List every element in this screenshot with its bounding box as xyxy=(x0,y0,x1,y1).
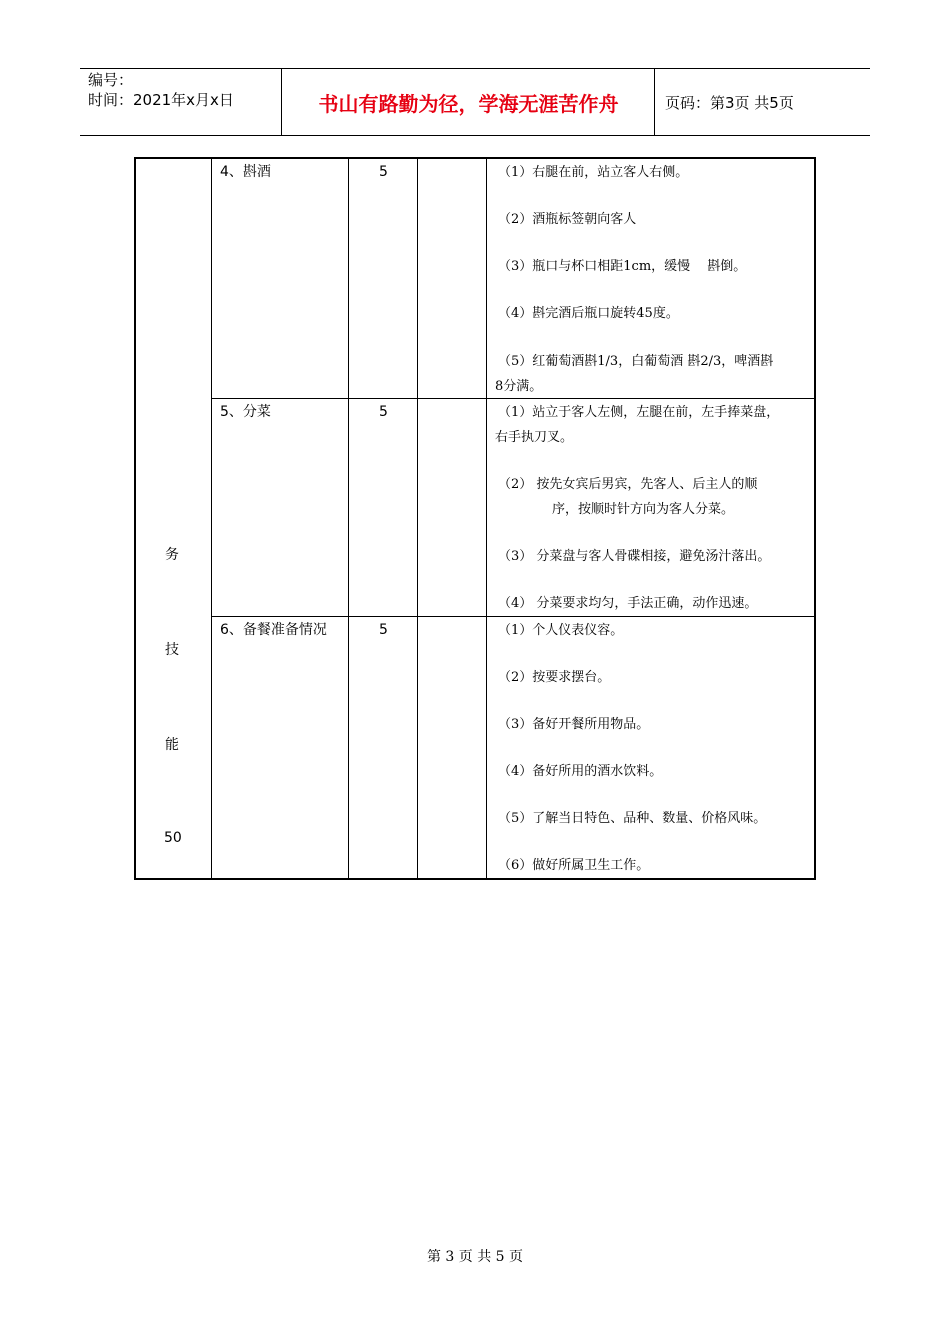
criterion-line: 序，按顺时针方向为客人分菜。 xyxy=(552,502,735,517)
document-number-label: 编号： xyxy=(88,71,134,89)
criterion-line: （2）按要求摆台。 xyxy=(498,670,611,685)
table-border-bottom xyxy=(134,878,816,880)
column-divider xyxy=(348,157,349,880)
page-footer: 第 3 页 共 5 页 xyxy=(426,1249,524,1265)
item-label: 5、分菜 xyxy=(220,404,271,420)
criterion-line: 右手执刀叉。 xyxy=(495,430,574,445)
item-score: 5 xyxy=(379,404,388,420)
criterion-line: （1）站立于客人左侧，左腿在前，左手捧菜盘， xyxy=(498,405,780,420)
column-divider xyxy=(486,157,487,880)
table-border-top xyxy=(134,157,816,159)
item-score: 5 xyxy=(379,622,388,638)
criterion-line: （1）个人仪表仪容。 xyxy=(498,623,624,638)
item-label: 4、斟酒 xyxy=(220,164,271,180)
criterion-line: （4） 分菜要求均匀，手法正确，动作迅速。 xyxy=(498,596,758,611)
category-char: 务 xyxy=(165,547,179,563)
criterion-line: （3）备好开餐所用物品。 xyxy=(498,717,650,732)
column-divider xyxy=(211,157,212,880)
criterion-line: 8分满。 xyxy=(495,379,543,394)
page-header xyxy=(80,68,870,136)
criterion-line: （2） 按先女宾后男宾，先客人、后主人的顺 xyxy=(498,477,758,492)
header-motto: 书山有路勤为径，学海无涯苦作舟 xyxy=(318,91,619,116)
row-divider xyxy=(211,398,816,399)
criterion-line: （5）了解当日特色、品种、数量、价格风味。 xyxy=(498,811,767,826)
item-label: 6、备餐准备情况 xyxy=(220,622,327,638)
column-divider xyxy=(417,157,418,880)
category-score: 50 xyxy=(164,830,182,846)
table-border-right xyxy=(814,157,816,880)
criterion-line: （4）备好所用的酒水饮料。 xyxy=(498,764,663,779)
criterion-line: （2）酒瓶标签朝向客人 xyxy=(498,212,637,227)
criterion-line: （1）右腿在前，站立客人右侧。 xyxy=(498,165,689,180)
row-divider xyxy=(211,616,816,617)
header-page-number: 页码：第3页 共5页 xyxy=(665,93,794,112)
criterion-line: （4）斟完酒后瓶口旋转45度。 xyxy=(498,306,679,321)
category-char: 技 xyxy=(165,642,179,658)
criterion-line: （5）红葡萄酒斟1/3，白葡萄酒 斟2/3，啤酒斟 xyxy=(498,354,774,369)
criterion-line: （3） 分菜盘与客人骨碟相接，避免汤汁落出。 xyxy=(498,549,771,564)
item-score: 5 xyxy=(379,164,388,180)
criterion-line: （6）做好所属卫生工作。 xyxy=(498,858,650,873)
criterion-line: （3）瓶口与杯口相距1cm，缓慢 斟倒。 xyxy=(498,259,747,274)
category-char: 能 xyxy=(165,737,179,753)
header-meta xyxy=(80,69,282,136)
document-date-label: 时间：2021年x月x日 xyxy=(88,91,234,109)
table-border-left xyxy=(134,157,136,880)
evaluation-table xyxy=(134,157,816,880)
